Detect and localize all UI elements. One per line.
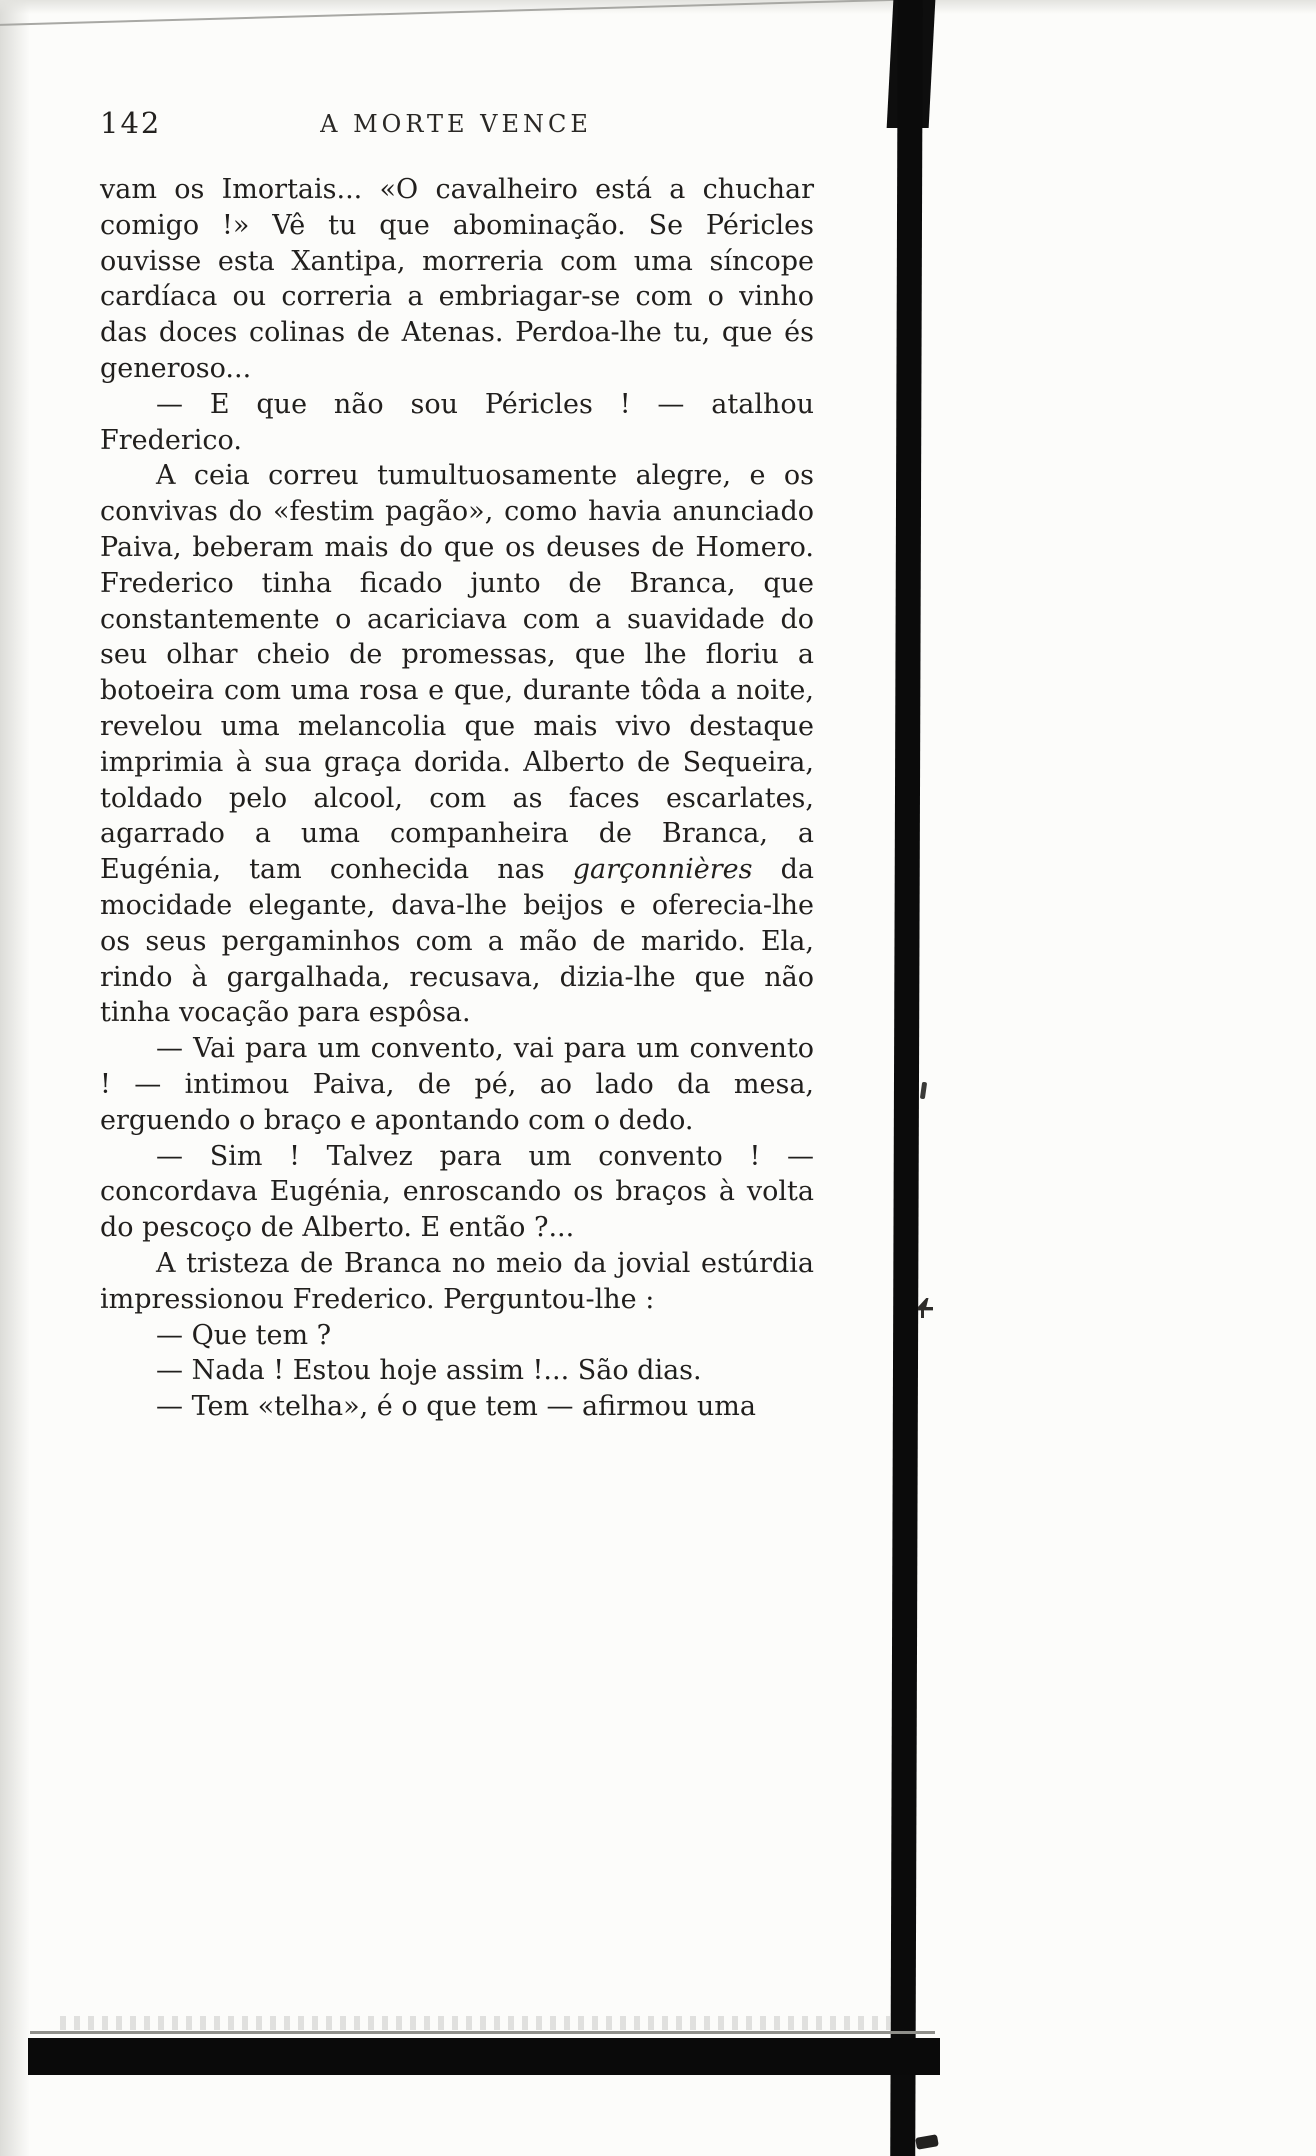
scan-artifact-bottom-bar: [28, 2038, 940, 2075]
paragraph-3-text-after: da mocidade elegante, dava-lhe beijos e oferecia-lhe os seus pergaminhos com a mão de marido. Ela, rindo à gargalhada, recusava, dizia-lhe que não tinha vocação para espôsa.: [100, 854, 814, 1029]
scan-artifact-mark-c: [915, 2134, 939, 2150]
scan-artifact-mark-b: [918, 1298, 933, 1318]
scan-edge-shading-left: [0, 0, 30, 2156]
paragraph-4-dialogue: — Vai para um convento, vai para um convento ! — intimou Paiva, de pé, ao lado da mesa, erguendo o braço e apontando com o dedo.: [100, 1033, 814, 1136]
paragraph-5-dialogue: — Sim ! Talvez para um convento ! — concordava Eugénia, enroscando os braços à volta do pescoço de Alberto. E então ?...: [100, 1140, 814, 1244]
scan-artifact-bottom-thin-line: [30, 2031, 935, 2034]
scan-artifact-mark-a: [920, 1082, 927, 1100]
paragraph-7-dialogue: — Que tem ?: [156, 1319, 332, 1351]
paragraph-3-italic-term: garçonnières: [572, 854, 753, 886]
paragraph-6: A tristeza de Branca no meio da jovial estúrdia impressionou Frederico. Perguntou-lhe :: [100, 1247, 814, 1315]
paragraph-2-dialogue: — E que não sou Péricles ! — atalhou Frederico.: [100, 388, 814, 456]
paragraph-8-dialogue: — Nada ! Estou hoje assim !... São dias.: [156, 1355, 702, 1387]
scan-artifact-bottom-smudge: [60, 2016, 890, 2030]
binding-shadow-bar: [890, 0, 923, 2156]
paragraph-3: [100, 458, 814, 1031]
page-number: 142: [100, 106, 162, 140]
paragraph-1: vam os Imortais... «O cavalheiro está a chuchar comigo !» Vê tu que abominação. Se Péricles ouvisse esta Xantipa, morreria com uma síncope cardíaca ou correria a embriagar-se com o vinho das doces colinas de Atenas. Perdoa-lhe tu, que és generoso...: [100, 174, 814, 384]
running-title: A MORTE VENCE: [320, 110, 592, 138]
body-text: [100, 172, 814, 1425]
paragraph-3-text-before: A ceia correu tumultuosamente alegre, e os convivas do «festim pagão», como havia anunciado Paiva, beberam mais do que os deuses de Homero. Frederico tinha ficado junto de Branca, que constantemente o acariciava com a suavidade do seu olhar cheio de promessas, que lhe floriu a botoeira com uma rosa e que, durante tôda a noite, revelou uma melancolia que mais vivo destaque imprimia à sua graça dorida. Alberto de Sequeira, toldado pelo alcool, com as faces escarlates, agarrado a uma companheira de Branca, a Eugénia, tam conhecida nas: [100, 460, 814, 886]
page-header: [100, 102, 812, 142]
paragraph-9-dialogue: — Tem «telha», é o que tem — afirmou uma: [156, 1391, 756, 1423]
